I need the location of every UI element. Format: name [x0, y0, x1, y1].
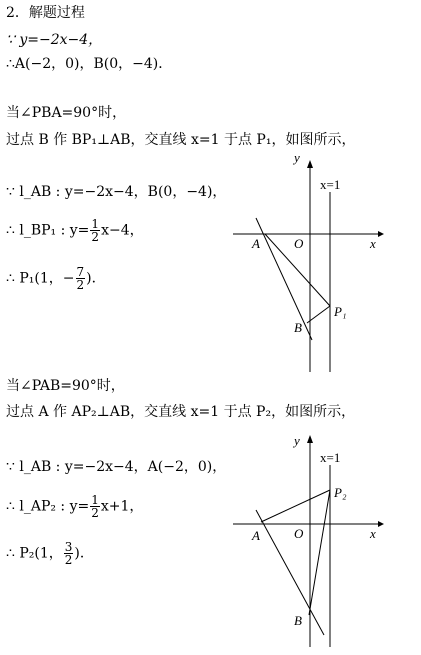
case1-x-label: x — [370, 236, 376, 251]
case1-point-b: B — [294, 320, 302, 335]
case2-line2-frac: $\frac{1}{2}$ — [91, 493, 99, 520]
case1-line3-rhs: )． — [86, 270, 106, 287]
given-equation: ∵ y=−2x−4， — [6, 32, 103, 48]
case2-line3-rhs: )． — [74, 545, 94, 562]
case1-line1: ∵ l_AB : y=−2x−4，B(0，−4)， — [6, 184, 227, 200]
case2-y-arrow — [307, 435, 313, 443]
case2-line-bp — [309, 490, 330, 615]
case1-line2-rhs: x−4， — [101, 222, 144, 239]
case2-condition: 当∠PAB=90°时， — [6, 378, 125, 394]
case1-line2-lhs: ∴ l_BP₁ : y= — [6, 222, 90, 239]
case2-vline-label: x=1 — [320, 450, 341, 465]
case1-line3 — [6, 266, 106, 291]
case1-origin-label: O — [294, 236, 304, 251]
case2-line-ab — [256, 510, 324, 635]
case2-x-label: x — [370, 526, 376, 541]
case2-point-b: B — [294, 613, 302, 628]
case1-vline-label: x=1 — [320, 177, 341, 192]
points-ab: ∴A(−2，0)，B(0，−4)． — [6, 56, 173, 72]
case1-description: 过点 B 作 BP₁⊥AB，交直线 x=1 于点 P₁，如图所示， — [6, 132, 356, 148]
case2-line3-lhs: ∴ P₂(1， — [6, 545, 63, 562]
case2-line3-frac: $\frac{3}{2}$ — [64, 540, 73, 567]
case2-line2-rhs: x+1， — [100, 498, 144, 515]
case2-line3 — [6, 541, 94, 566]
heading: 2．解题过程 — [6, 5, 85, 21]
case1-x-arrow — [378, 231, 384, 237]
case2-line2 — [6, 494, 143, 519]
case1-line3-lhs: ∴ P₁(1，− — [6, 270, 75, 287]
case2-line2-lhs: ∴ l_AP₂ : y= — [6, 498, 90, 515]
case2-point-a: A — [252, 528, 260, 543]
case2-line1: ∵ l_AB : y=−2x−4，A(−2，0)， — [6, 459, 227, 475]
case2-description: 过点 A 作 AP₂⊥AB，交直线 x=1 于点 P₂，如图所示， — [6, 404, 356, 420]
case1-point-a: A — [252, 236, 260, 251]
case2-point-p: P₂ — [334, 485, 347, 500]
case1-condition: 当∠PBA=90°时， — [6, 105, 127, 121]
case1-line-ab — [256, 218, 312, 340]
case1-y-arrow — [307, 160, 313, 168]
case2-line-ap — [261, 490, 330, 522]
case2-figure — [228, 425, 388, 650]
case1-line3-frac: $\frac{7}{2}$ — [76, 265, 85, 292]
case1-point-p: P₁ — [334, 304, 347, 319]
case2-x-arrow — [378, 521, 384, 527]
case1-line2 — [6, 218, 144, 243]
case1-y-label: y — [294, 150, 300, 165]
case1-figure — [228, 150, 388, 375]
case2-origin-label: O — [294, 526, 304, 541]
case1-line2-frac: $\frac{1}{2}$ — [91, 217, 100, 244]
case2-y-label: y — [294, 433, 300, 448]
